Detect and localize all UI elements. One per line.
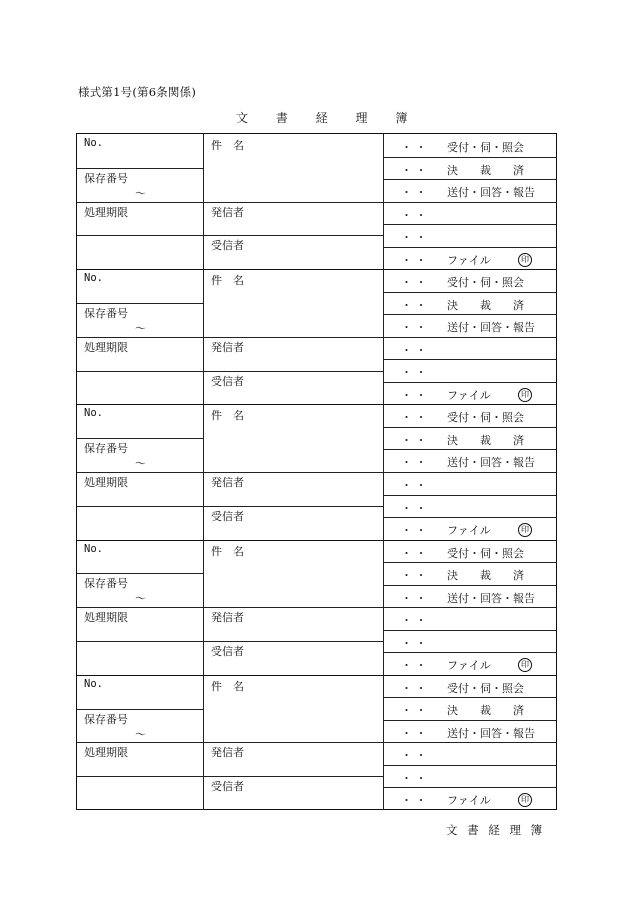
deadline-label: 処理期限 (84, 746, 128, 760)
date-dots: ・ ・ (401, 366, 427, 380)
ledger-title (236, 109, 431, 126)
tilde-mark: ～ (135, 186, 146, 200)
status-text: 送付・回答・報告 (447, 591, 535, 605)
row-divider (383, 652, 556, 653)
row-divider (383, 495, 556, 496)
title-char: 簿 (395, 111, 408, 125)
status-text: ファイル (447, 659, 491, 673)
status-text: 受付・伺・照会 (447, 141, 524, 154)
row-divider (77, 709, 203, 710)
status-text: ファイル (447, 524, 491, 538)
no-label: No. (84, 677, 103, 690)
date-dots: ・ ・ (401, 163, 427, 177)
footer-char: 書 (467, 823, 479, 837)
date-dots: ・ ・ (401, 343, 427, 357)
sender-label: 発信者 (211, 340, 244, 354)
row-divider (77, 202, 383, 203)
seal-icon: 印 (518, 523, 532, 537)
storage-number-label: 保存番号 (84, 171, 128, 185)
deadline-label: 処理期限 (84, 611, 128, 625)
row-divider (383, 449, 556, 450)
subject-label: 件 名 (211, 409, 244, 423)
seal-icon: 印 (518, 388, 532, 402)
status-text: 受付・伺・照会 (447, 681, 524, 695)
date-dots: ・ ・ (401, 794, 427, 808)
status-text: 決 裁 済 (447, 433, 524, 447)
row-divider (383, 247, 556, 248)
row-divider (383, 562, 556, 563)
date-dots: ・ ・ (401, 749, 427, 763)
row-divider (77, 776, 383, 777)
footer-char: 簿 (530, 823, 543, 837)
receiver-label: 受信者 (211, 645, 244, 658)
storage-number-label: 保存番号 (84, 577, 128, 591)
storage-number-label: 保存番号 (84, 307, 128, 320)
status-text: 送付・回答・報告 (447, 321, 535, 335)
date-dots: ・ ・ (401, 253, 427, 267)
row-divider (383, 607, 556, 608)
row-divider (383, 202, 556, 203)
receiver-label: 受信者 (211, 239, 244, 253)
row-divider (383, 742, 556, 743)
storage-number-label: 保存番号 (84, 442, 128, 456)
seal-icon: 印 (518, 658, 532, 672)
status-text: 決 裁 済 (447, 569, 524, 583)
date-dots: ・ ・ (401, 388, 427, 402)
row-divider (383, 787, 556, 788)
tilde-mark: ～ (135, 727, 146, 741)
no-label: No. (84, 407, 103, 420)
date-dots: ・ ・ (401, 636, 427, 650)
deadline-label: 処理期限 (84, 340, 128, 354)
block-divider (77, 540, 556, 541)
date-dots: ・ ・ (401, 681, 427, 695)
status-text: 送付・回答・報告 (447, 456, 535, 470)
status-text: ファイル (447, 794, 491, 808)
date-dots: ・ ・ (401, 704, 427, 718)
date-dots: ・ ・ (401, 298, 427, 312)
row-divider (77, 168, 203, 169)
receiver-label: 受信者 (211, 374, 244, 388)
row-divider (77, 506, 383, 507)
seal-icon: 印 (518, 253, 532, 267)
title-char: 文 (236, 111, 249, 125)
tilde-mark: ～ (135, 592, 146, 606)
status-text: 送付・回答・報告 (447, 726, 535, 740)
deadline-label: 処理期限 (84, 476, 128, 489)
date-dots: ・ ・ (401, 141, 427, 154)
footer-char: 文 (446, 823, 458, 837)
block-divider (77, 675, 556, 676)
status-text: ファイル (447, 253, 491, 267)
footer-title (446, 822, 548, 838)
row-divider (77, 607, 383, 608)
row-divider (77, 438, 203, 439)
row-divider (383, 472, 556, 473)
date-dots: ・ ・ (401, 479, 427, 492)
storage-number-label: 保存番号 (84, 712, 128, 726)
subject-label: 件 名 (211, 544, 244, 558)
row-divider (77, 573, 203, 574)
date-dots: ・ ・ (401, 411, 427, 425)
row-divider (383, 720, 556, 721)
row-divider (383, 382, 556, 383)
date-dots: ・ ・ (401, 659, 427, 673)
row-divider (383, 765, 556, 766)
subject-label: 件 名 (211, 274, 244, 288)
row-divider (77, 641, 383, 642)
subject-label: 件 名 (211, 679, 244, 693)
row-divider (77, 337, 383, 338)
sender-label: 発信者 (211, 611, 244, 625)
date-dots: ・ ・ (401, 231, 427, 245)
row-divider (77, 235, 383, 236)
sender-label: 発信者 (211, 746, 244, 760)
date-dots: ・ ・ (401, 501, 427, 515)
date-dots: ・ ・ (401, 524, 427, 538)
row-divider (383, 292, 556, 293)
status-text: 決 裁 済 (447, 163, 524, 177)
date-dots: ・ ・ (401, 546, 427, 560)
title-char: 経 (315, 111, 328, 125)
row-divider (383, 314, 556, 315)
receiver-label: 受信者 (211, 509, 244, 523)
row-divider (383, 157, 556, 158)
sender-label: 発信者 (211, 205, 244, 219)
row-divider (383, 337, 556, 338)
status-text: 決 裁 済 (447, 298, 524, 312)
date-dots: ・ ・ (401, 726, 427, 740)
row-divider (77, 472, 383, 473)
date-dots: ・ ・ (401, 614, 427, 628)
status-text: 決 裁 済 (447, 704, 524, 718)
no-label: No. (84, 272, 103, 285)
date-dots: ・ ・ (401, 208, 427, 222)
row-divider (383, 179, 556, 180)
date-dots: ・ ・ (401, 771, 427, 785)
no-label: No. (84, 542, 103, 555)
tilde-mark: ～ (135, 457, 146, 471)
row-divider (383, 517, 556, 518)
status-text: 受付・伺・照会 (447, 546, 524, 560)
date-dots: ・ ・ (401, 186, 427, 200)
row-divider (383, 359, 556, 360)
row-divider (77, 303, 203, 304)
block-divider (77, 404, 556, 405)
no-label: No. (84, 137, 103, 149)
status-text: 送付・回答・報告 (447, 186, 535, 200)
row-divider (383, 585, 556, 586)
date-dots: ・ ・ (401, 433, 427, 447)
date-dots: ・ ・ (401, 591, 427, 605)
row-divider (77, 371, 383, 372)
date-dots: ・ ・ (401, 569, 427, 583)
status-text: 受付・伺・照会 (447, 411, 524, 425)
date-dots: ・ ・ (401, 276, 427, 290)
deadline-label: 処理期限 (84, 205, 128, 219)
row-divider (383, 697, 556, 698)
sender-label: 発信者 (211, 476, 244, 489)
row-divider (383, 630, 556, 631)
tilde-mark: ～ (135, 322, 146, 335)
ledger-table (76, 133, 557, 810)
form-reference: 様式第1号(第6条関係) (78, 85, 197, 99)
seal-icon: 印 (518, 793, 532, 807)
row-divider (383, 224, 556, 225)
title-char: 書 (275, 111, 288, 125)
date-dots: ・ ・ (401, 321, 427, 335)
date-dots: ・ ・ (401, 456, 427, 470)
title-char: 理 (355, 111, 368, 125)
footer-char: 経 (488, 823, 500, 837)
status-text: 受付・伺・照会 (447, 276, 524, 290)
row-divider (383, 427, 556, 428)
status-text: ファイル (447, 388, 491, 402)
row-divider (77, 742, 383, 743)
block-divider (77, 269, 556, 270)
receiver-label: 受信者 (211, 780, 244, 794)
footer-char: 理 (509, 823, 521, 837)
subject-label: 件 名 (211, 139, 244, 152)
